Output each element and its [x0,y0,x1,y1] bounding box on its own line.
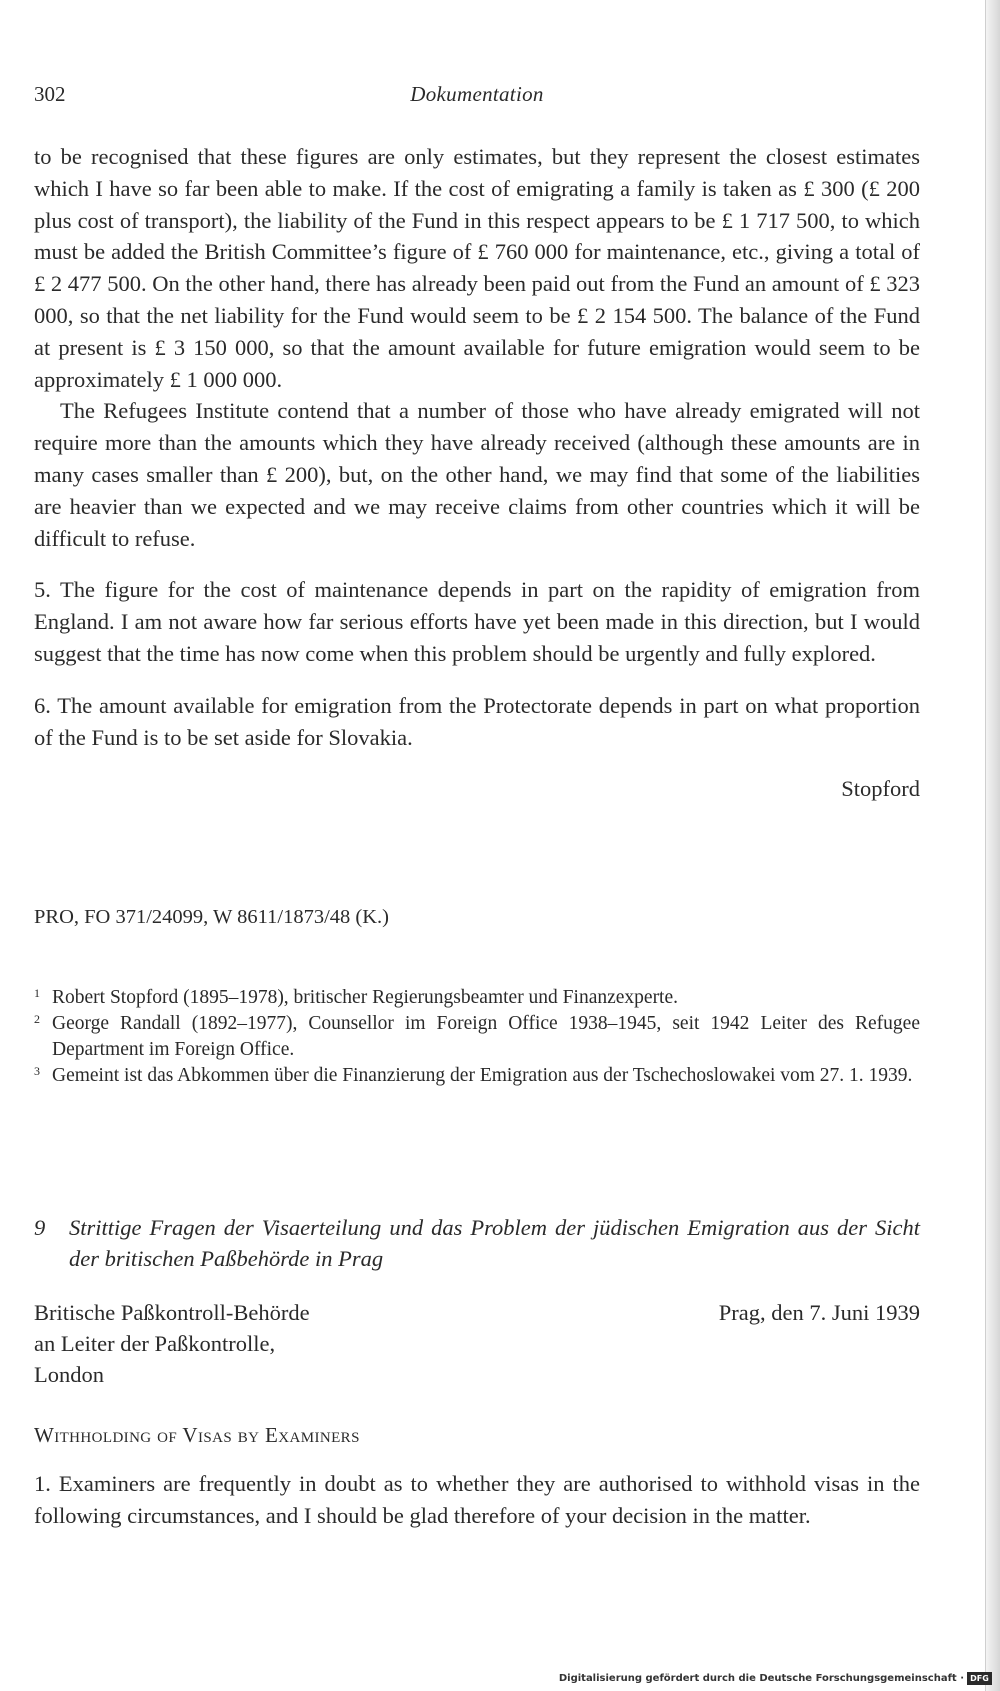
footnote-text: Robert Stopford (1895–1978), britischer Regierungsbeamter und Finanzexperte. [52,987,679,1008]
page-number: 302 [34,82,66,106]
page-edge [986,0,1000,1691]
document-body [34,1468,920,1532]
subject-heading: Withholding of Visas by Examiners [34,1423,360,1447]
footnote-text: George Randall (1892–1977), Counsellor im Foreign Office 1938–1945, seit 1942 Leiter des Refugee Department im Foreign Office. [52,1013,920,1060]
sender-line: an Leiter der Paßkontrolle, [34,1331,276,1356]
document-number: 9 [34,1215,46,1240]
paragraph-5: 5. The figure for the cost of maintenance depends in part on the rapidity of emigration from England. I am not aware how far serious efforts have yet been made in this direction, but I would suggest that the time has now come when this problem should be urgently and fully explored. [34,577,920,666]
source-reference: PRO, FO 371/24099, W 8611/1873/48 (K.) [34,906,389,928]
footnote-text: Gemeint ist das Abkommen über die Finanzierung der Emigration aus der Tschechoslowakei vom 27. 1. 1939. [52,1065,913,1086]
footnote-mark: 1 [34,986,40,1000]
footnotes [34,985,920,1089]
paragraph-1: 1. Examiners are frequently in doubt as to whether they are authorised to withhold visas in the following circumstances, and I should be glad therefore of your decision in the matter. [34,1471,920,1528]
footnote [34,985,920,1011]
document-heading [34,1212,920,1274]
footnote [34,1011,920,1063]
footnote [34,1063,920,1089]
page-header [34,82,920,112]
footnote-mark: 3 [34,1064,40,1078]
paragraph-estimates: to be recognised that these figures are only estimates, but they represent the closest estimates which I have so far been able to make. If the cost of emigrating a family is taken as £ 300 (£ 200 plus cost of transport), the liability of the Fund in this respect appears to be £ 1 717 500, to which must be added the British Committee’s figure of £ 760 000 for maintenance, etc., giving a total of £ 2 477 500. On the other hand, there has already been paid out from the Fund an amount of £ 323 000, so that the net liability for the Fund would seem to be £ 2 154 500. The balance of the Fund at present is £ 3 150 000, so that the amount available for future emigration would seem to be approximately £ 1 000 000. [34,144,920,392]
document-title: Strittige Fragen der Visaerteilung und das Problem der jüdischen Emigration aus der Sicht der britischen Paßbehörde in Prag [69,1215,920,1271]
paragraph-refugees-institute: The Refugees Institute contend that a number of those who have already emigrated will not require more than the amounts which they have already received (although these amounts are in many cases smaller than £ 200), but, on the other hand, we may find that some of the liabilities are heavier than we expected and we may receive claims from other countries which it will be difficult to refuse. [34,398,920,551]
paragraph-6: 6. The amount available for emigration from the Protectorate depends in part on what proportion of the Fund is to be set aside for Slovakia. [34,692,920,750]
signature: Stopford [841,776,920,802]
running-title: Dokumentation [410,82,544,106]
sender-block [34,1297,310,1390]
footnote-mark: 2 [34,1012,40,1026]
letter-body [34,141,920,805]
dfg-logo: DFG [967,1672,992,1685]
digitization-credit: Digitalisierung gefördert durch die Deutsche Forschungsgemeinschaft · [558,1673,964,1684]
sender-line: Britische Paßkontroll-Behörde [34,1300,310,1325]
document-date: Prag, den 7. Juni 1939 [718,1300,920,1325]
sender-line: London [34,1362,104,1387]
